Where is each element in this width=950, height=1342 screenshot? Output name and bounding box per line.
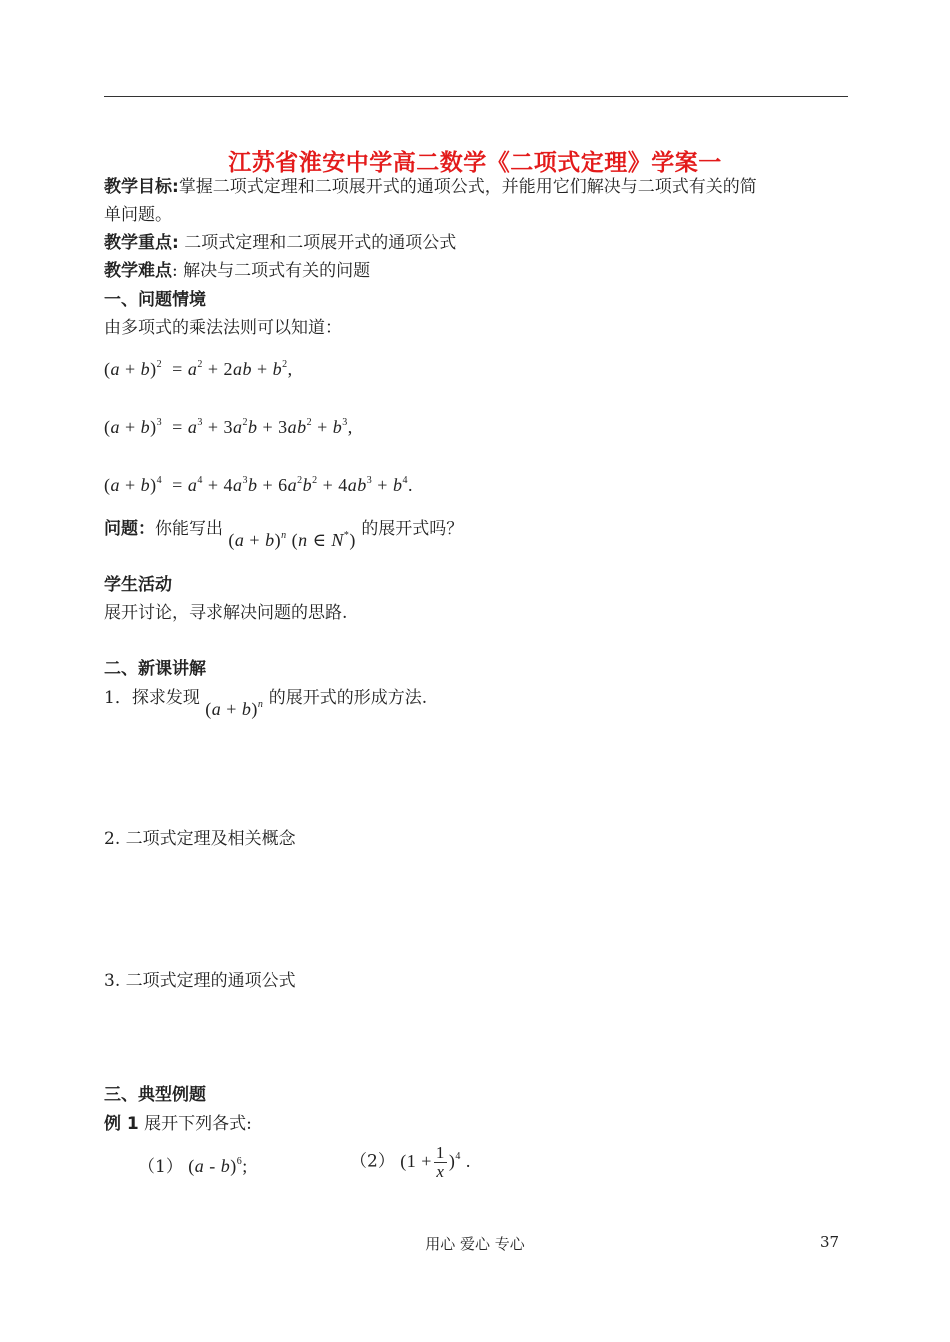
key-point-label: 教学重点: (104, 233, 179, 253)
part1-label: （1） (138, 1157, 183, 1177)
activity-text: 展开讨论，寻求解决问题的思路. (104, 603, 348, 623)
section3-heading: 三、典型例题 (104, 1085, 206, 1105)
item1-pre: 1．探求发现 (104, 688, 200, 708)
question-expression: $(a + b)^n$ (n ∈ N*) (228, 530, 356, 550)
part2-label: （2） (350, 1151, 395, 1172)
section2-item2: 2. 二项式定理及相关概念 (104, 829, 296, 849)
header-rule (104, 96, 848, 97)
question-line (104, 517, 464, 550)
objective-text: 掌握二项式定理和二项展开式的通项公式，并能用它们解决与二项式有关的简 (178, 177, 757, 197)
question-pre: 你能写出 (155, 519, 223, 539)
example-text: 展开下列各式: (138, 1114, 252, 1134)
fraction-one-over-x: $\frac{1}{x}$ (435, 1143, 445, 1181)
question-post: 的展开式吗？ (361, 519, 464, 539)
objective-line-2: 单问题。 (104, 205, 172, 225)
example-line (104, 1113, 252, 1135)
activity-heading: 学生活动 (104, 575, 172, 595)
equation-cube: $(a + b)^3 = a^3 + 3a^2b + 3ab^2 + b^3$, (104, 417, 353, 437)
example-label: 例 1 (104, 1114, 139, 1134)
example-part2 (350, 1144, 471, 1181)
difficulty-label: 教学难点 (104, 261, 172, 281)
item1-post: 的展开式的形成方法. (268, 688, 428, 708)
footer-slogan: 用心 爱心 专心 (425, 1235, 525, 1253)
question-label: 问题： (104, 519, 155, 539)
objective-label: 教学目标: (104, 177, 179, 197)
example-part1 (138, 1155, 248, 1178)
equation-square: $(a + b)^2 = a^2 + 2ab + b^2$, (104, 359, 293, 379)
page-title: 江苏省淮安中学高二数学《二项式定理》学案一 (228, 150, 722, 176)
section1-intro: 由多项式的乘法法则可以知道： (104, 318, 342, 338)
section2-heading: 二、新课讲解 (104, 659, 206, 679)
key-point-text: 二项式定理和二项展开式的通项公式 (178, 233, 457, 253)
key-point-line (104, 232, 456, 254)
difficulty-line (104, 260, 370, 282)
part1-expression: (a - b)$^6$; (188, 1156, 248, 1176)
part2-expression: (1 + $\frac{1}{x}$ )$^4$ . (400, 1143, 471, 1181)
objective-line (104, 176, 757, 198)
difficulty-text: : 解决与二项式有关的问题 (172, 261, 371, 281)
section2-item3: 3. 二项式定理的通项公式 (104, 971, 296, 991)
equation-fourth: $(a + b)^4 = a^4 + 4a^3b + 6a^2b^2 + 4ab^3 + b^4$. (104, 475, 413, 495)
item1-expression: $(a + b)^n$ (205, 699, 264, 719)
section1-heading: 一、问题情境 (104, 290, 206, 310)
section2-item1 (104, 686, 428, 719)
page-number: 37 (820, 1233, 840, 1251)
